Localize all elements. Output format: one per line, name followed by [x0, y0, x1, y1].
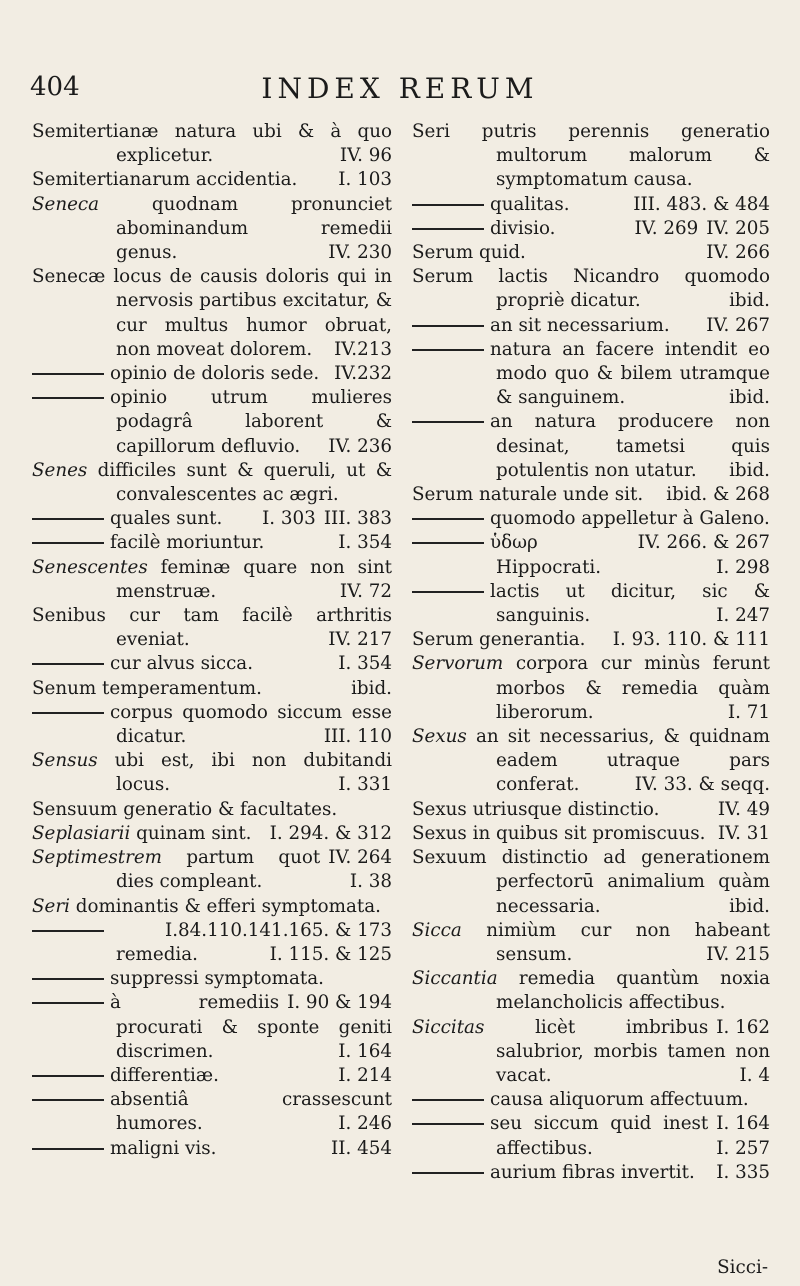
- entry-reference: ibid.: [729, 895, 770, 917]
- entry-text: Serum quid.: [412, 242, 526, 264]
- index-entry: [32, 604, 392, 652]
- entry-reference: III. 483. & 484: [633, 193, 770, 215]
- entry-text: licèt imbribus salubrior, morbis tamen non vacat.: [484, 1016, 770, 1086]
- entry-reference: I. 257: [716, 1137, 770, 1159]
- entry-reference: I. 115. & 125: [269, 943, 392, 965]
- entry-reference: I. 298: [716, 556, 770, 578]
- index-entry: [412, 338, 770, 411]
- entry-reference: I. 103: [338, 169, 392, 191]
- index-entry: [412, 265, 770, 313]
- entry-headword: Seplasiarii: [32, 822, 131, 844]
- entry-headword: Sensus: [32, 750, 98, 772]
- entry-text: suppressi symptomata.: [110, 968, 324, 990]
- index-entry: [412, 1112, 770, 1160]
- entry-text: Sexus in quibus sit promiscuus.: [412, 822, 706, 844]
- entry-text: cur alvus sicca.: [110, 653, 254, 675]
- entry-reference: IV. 205: [706, 217, 770, 239]
- entry-reference: IV. 49: [717, 798, 770, 820]
- index-entry: [32, 507, 392, 531]
- repeat-dash: [32, 978, 104, 980]
- repeat-dash: [32, 397, 104, 399]
- entry-reference: IV.232: [334, 363, 392, 385]
- entry-reference: I. 335: [716, 1161, 770, 1183]
- entry-reference: I. 331: [338, 774, 392, 796]
- index-entry: [412, 314, 770, 338]
- entry-headword: Senes: [32, 459, 88, 481]
- entry-text: Serum lactis Nicandro quomodo propriè dicatur.: [412, 266, 770, 312]
- entry-reference: I. 90 & 194: [287, 992, 392, 1014]
- entry-headword: Sicca: [412, 919, 462, 941]
- index-entry: [32, 193, 392, 266]
- index-entry: [412, 410, 770, 483]
- repeat-dash: [412, 204, 484, 206]
- repeat-dash: [32, 663, 104, 665]
- entry-reference: IV. 267: [706, 314, 770, 336]
- entry-text: remedia.: [116, 943, 198, 965]
- entry-reference: I.84.110.141.165. & 173: [164, 919, 392, 941]
- entry-text: qualitas.: [490, 193, 570, 215]
- entry-reference: I. 294. & 312: [269, 822, 392, 844]
- repeat-dash: [412, 421, 484, 423]
- running-title: INDEX RERUM: [261, 72, 539, 105]
- index-entry: [412, 241, 770, 265]
- index-entry: [412, 483, 770, 507]
- repeat-dash: [32, 542, 104, 544]
- entry-text: à remediis procurati & sponte geniti discrimen.: [110, 992, 392, 1062]
- entry-reference: I. 354: [338, 653, 392, 675]
- repeat-dash: [412, 228, 484, 230]
- index-entry: [32, 531, 392, 555]
- entry-reference: IV. 264: [328, 847, 392, 869]
- index-entry: [412, 798, 770, 822]
- index-entry: [32, 168, 392, 192]
- catchword: Sicci-: [717, 1257, 768, 1278]
- index-entry: [412, 846, 770, 919]
- entry-reference: IV. 266. & 267: [637, 532, 770, 554]
- entry-text: quinam sint.: [130, 822, 252, 844]
- repeat-dash: [32, 1148, 104, 1150]
- entry-text: an sit necessarium.: [490, 314, 670, 336]
- repeat-dash: [412, 542, 484, 544]
- repeat-dash: [412, 518, 484, 520]
- entry-text: dominantis & efferi symptomata.: [69, 895, 381, 917]
- index-entry: [412, 919, 770, 967]
- entry-text: divisio.: [490, 217, 556, 239]
- entry-text: differentiæ.: [110, 1064, 219, 1086]
- entry-text: Sensuum generatio & facultates.: [32, 798, 338, 820]
- entry-text: Serum generantia.: [412, 629, 586, 651]
- entry-headword: Senescentes: [32, 556, 148, 578]
- entry-reference: IV. 96: [339, 145, 392, 167]
- entry-reference: ibid.: [351, 677, 392, 699]
- entry-headword: Sexus: [412, 726, 467, 748]
- entry-reference: IV. 33. & seqq.: [634, 774, 770, 796]
- repeat-dash: [32, 930, 104, 932]
- entry-text: seu siccum quid inest affectibus.: [490, 1113, 709, 1159]
- entry-reference: ibid. & 268: [666, 484, 770, 506]
- entry-reference: I. 354: [338, 532, 392, 554]
- entry-text: feminæ quare non sint menstruæ.: [116, 556, 392, 602]
- page-header: [0, 72, 800, 112]
- index-entry: [412, 725, 770, 798]
- repeat-dash: [412, 1099, 484, 1101]
- page-number: 404: [30, 72, 80, 102]
- entry-text: nimiùm cur non habeant sensum.: [461, 919, 770, 965]
- entry-text: causa aliquorum affectuum.: [490, 1089, 749, 1111]
- entry-text: ubi est, ibi non dubitandi locus.: [97, 750, 392, 796]
- index-entry: [412, 580, 770, 628]
- index-entry: [32, 386, 392, 459]
- index-entry: [32, 120, 392, 168]
- entry-text: Seri putris perennis generatio multorum malorum & symptomatum causa.: [412, 121, 770, 191]
- repeat-dash: [32, 712, 104, 714]
- index-entry: [32, 265, 392, 362]
- repeat-dash: [32, 518, 104, 520]
- entry-reference: IV. 72: [339, 580, 392, 602]
- entry-reference: I. 164: [338, 1040, 392, 1062]
- entry-reference: I. 4: [739, 1064, 770, 1086]
- index-entry: [32, 677, 392, 701]
- entry-text: lactis ut dicitur, sic & sanguinis.: [490, 580, 770, 627]
- entry-text: quodnam pronunciet abominandum remedii genus.: [99, 193, 392, 264]
- entry-text: facilè moriuntur.: [110, 532, 265, 554]
- entry-reference: IV. 31: [717, 822, 770, 844]
- entry-text: maligni vis.: [110, 1137, 217, 1159]
- entry-text: quales sunt.: [110, 508, 223, 530]
- index-entry: [412, 822, 770, 846]
- index-entry: [32, 362, 392, 386]
- entry-text: aurium fibras invertit.: [490, 1161, 695, 1183]
- entry-headword: Servorum: [412, 653, 504, 675]
- repeat-dash: [412, 349, 484, 351]
- repeat-dash: [32, 1002, 104, 1004]
- repeat-dash: [412, 325, 484, 327]
- index-entry: [412, 507, 770, 554]
- entry-headword: Siccantia: [412, 968, 498, 990]
- entry-text: an sit necessarius, & quidnam eadem utraque pars conferat.: [466, 726, 770, 796]
- entry-text: Sexuum distinctio ad generationem perfectorū animalium quàm necessaria.: [412, 847, 770, 917]
- entry-text: corpora cur minùs ferunt morbos & remedia quàm liberorum.: [496, 653, 770, 723]
- entry-text: Senecæ locus de causis doloris qui in nervosis partibus excitatur, & cur multus humor obruat, non moveat dolorem.: [32, 266, 392, 360]
- entry-reference: ibid.: [729, 459, 770, 481]
- index-entry: [32, 895, 392, 941]
- entry-reference: I. 303: [262, 508, 316, 530]
- index-entry: [412, 1161, 770, 1185]
- entry-reference: II. 454: [331, 1137, 392, 1159]
- entry-reference: IV. 230: [328, 242, 392, 264]
- repeat-dash: [32, 1099, 104, 1101]
- entry-reference: I. 246: [338, 1113, 392, 1135]
- index-entry: [32, 1064, 392, 1088]
- entry-text: opinio utrum mulieres podagrâ laborent & capillorum defluvio.: [110, 387, 392, 457]
- entry-text: quomodo appelletur à Galeno.: [490, 508, 770, 530]
- index-entry: [32, 556, 392, 604]
- entry-text: Serum naturale unde sit.: [412, 484, 644, 506]
- index-entry: [32, 846, 392, 894]
- entry-reference: I. 162: [716, 1016, 770, 1038]
- entry-reference: I. 93. 110. & 111: [612, 629, 770, 651]
- repeat-dash: [412, 1172, 484, 1174]
- entry-text: opinio de doloris sede.: [110, 363, 320, 385]
- index-entry: [32, 701, 392, 749]
- index-entry: [412, 217, 770, 241]
- entry-headword: Seri: [32, 895, 70, 917]
- repeat-dash: [32, 1075, 104, 1077]
- index-entry: [412, 1088, 770, 1135]
- entry-reference: I. 71: [727, 701, 770, 723]
- entry-reference: ibid.: [729, 290, 770, 312]
- index-entry: [412, 1016, 770, 1089]
- repeat-dash: [412, 1123, 484, 1125]
- entry-reference: IV. 266: [706, 242, 770, 264]
- entry-reference: IV. 215: [706, 943, 770, 965]
- index-entry: [32, 1088, 392, 1136]
- entry-reference: III. 383: [323, 508, 392, 530]
- index-entry: [32, 749, 392, 797]
- entry-text: ὑδωρ Hippocrati.: [490, 532, 602, 578]
- entry-text: difficiles sunt & queruli, ut & convalescentes ac ægri.: [87, 459, 392, 506]
- entry-reference: IV.213: [334, 338, 392, 360]
- index-entry: [412, 531, 770, 579]
- entry-reference: I. 164: [716, 1113, 770, 1135]
- index-entry: [32, 967, 392, 1014]
- index-entry: [412, 628, 770, 652]
- entry-reference: IV. 236: [328, 435, 392, 457]
- entry-text: partum quot dies compleant.: [116, 847, 321, 893]
- entry-reference: I. 214: [338, 1064, 392, 1086]
- entry-text: Semitertianarum accidentia.: [32, 169, 298, 191]
- entry-text: Senibus cur tam facilè arthritis eveniat.: [32, 605, 392, 651]
- entry-headword: Siccitas: [412, 1016, 485, 1038]
- index-entry: [32, 652, 392, 676]
- left-column: [32, 120, 392, 1161]
- entry-text: Senum temperamentum.: [32, 677, 262, 699]
- right-column: [412, 120, 770, 1185]
- index-entry: [412, 652, 770, 725]
- entry-reference: III. 110: [323, 726, 392, 748]
- entry-reference: IV. 217: [328, 629, 392, 651]
- entry-headword: Septimestrem: [32, 847, 163, 869]
- repeat-dash: [412, 591, 484, 593]
- entry-text: corpus quomodo siccum esse dicatur.: [110, 701, 392, 748]
- repeat-dash: [32, 373, 104, 375]
- entry-headword: Seneca: [32, 193, 100, 215]
- entry-reference: IV. 269: [634, 217, 699, 239]
- entry-text: Sexus utriusque distinctio.: [412, 798, 660, 820]
- entry-reference: I. 247: [716, 605, 770, 627]
- entry-reference: I. 38: [349, 871, 392, 893]
- entry-text: absentiâ crassescunt humores.: [110, 1089, 392, 1135]
- entry-text: Semitertianæ natura ubi & à quo explicetur.: [32, 121, 392, 167]
- entry-text: remedia quantùm noxia melancholicis affectibus.: [496, 968, 770, 1014]
- entry-text: natura an facere intendit eo modo quo & bilem utramque & sanguinem.: [490, 338, 770, 409]
- index-entry: [32, 1137, 392, 1161]
- index-entry: [32, 919, 392, 967]
- index-entry: [32, 991, 392, 1064]
- entry-text: an natura producere non desinat, tametsi quis potulentis non utatur.: [490, 411, 770, 481]
- entry-reference: ibid.: [729, 387, 770, 409]
